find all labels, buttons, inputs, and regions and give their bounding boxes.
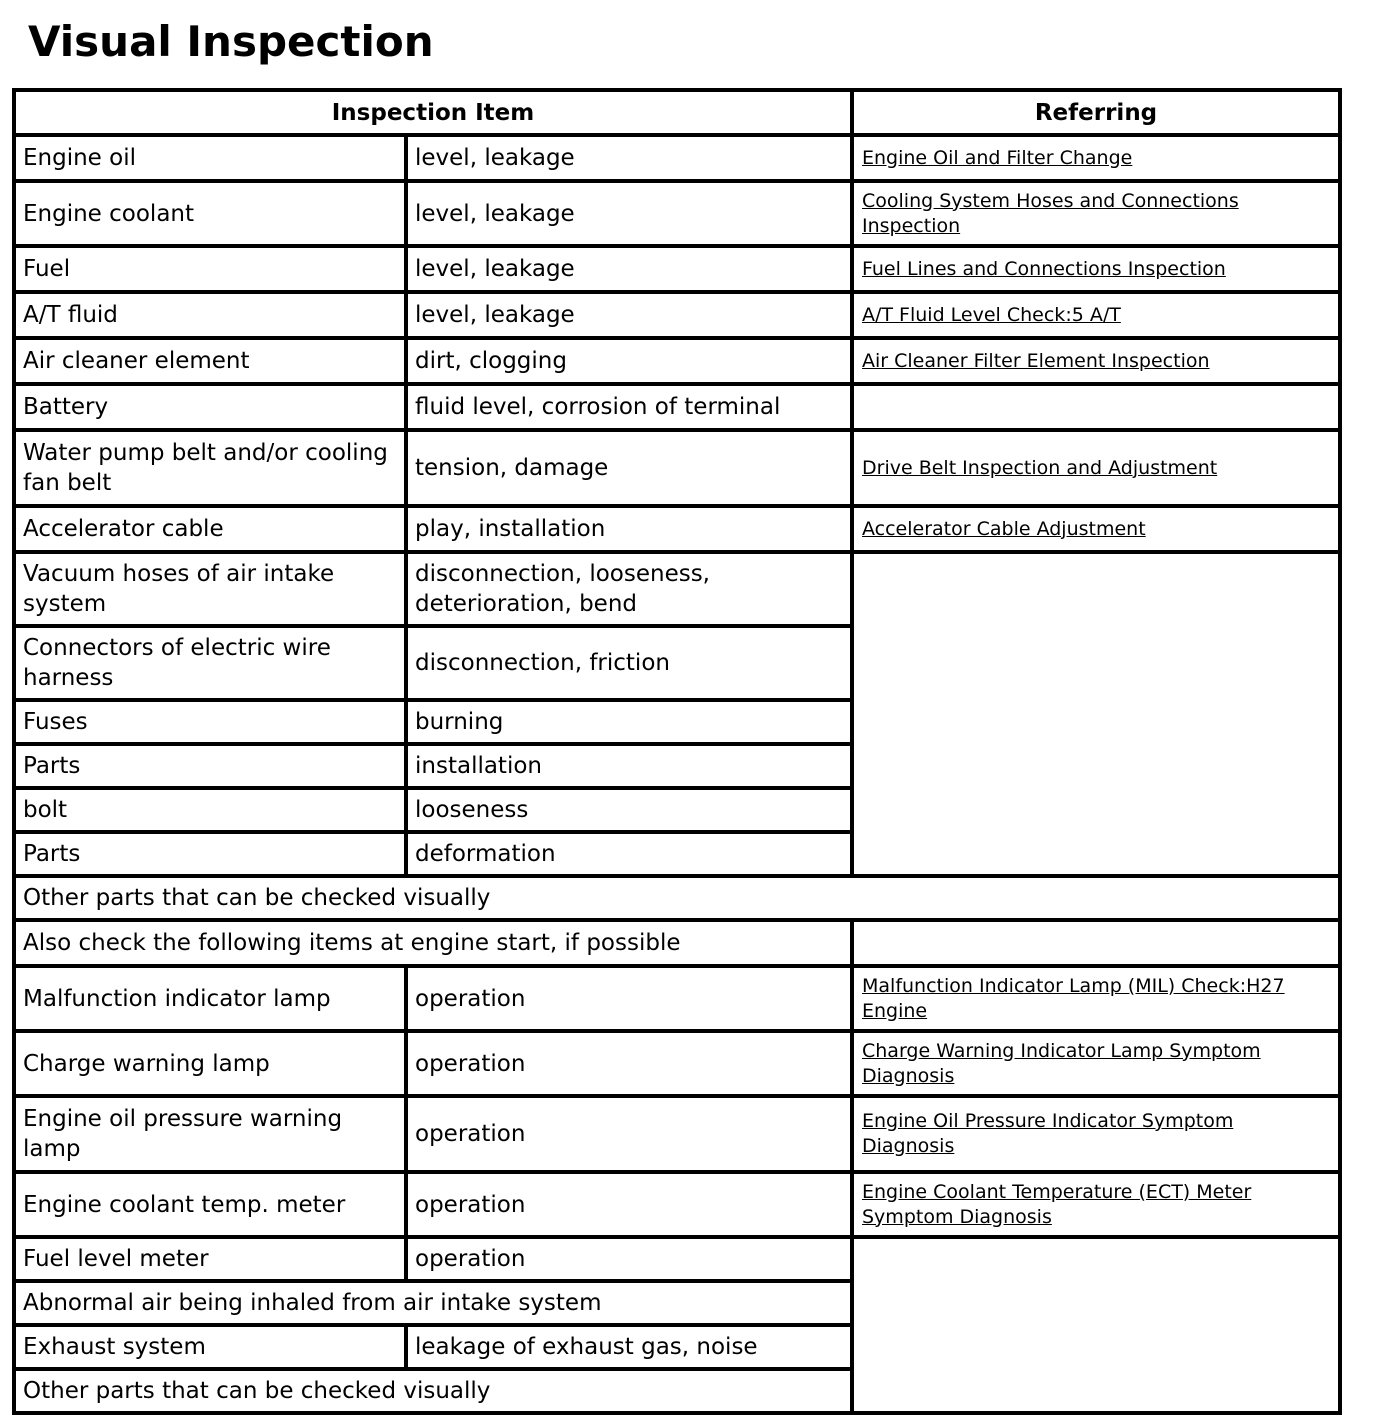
table-row [14, 966, 1340, 1031]
ref-link-mil-check[interactable]: Malfunction Indicator Lamp (MIL) Check:H27 Engine [862, 974, 1285, 1022]
item-cell: Air cleaner element [14, 338, 406, 384]
item-cell: Fuel level meter [14, 1237, 406, 1281]
ref-link-fuel-lines[interactable]: Fuel Lines and Connections Inspection [862, 257, 1226, 280]
check-cell: operation [406, 1096, 852, 1172]
ref-cell-empty [852, 384, 1340, 430]
ref-link-charge-warning-lamp[interactable]: Charge Warning Indicator Lamp Symptom Diagnosis [862, 1039, 1261, 1087]
item-cell: Fuses [14, 700, 406, 744]
other-visual-note: Other parts that can be checked visually [14, 1369, 852, 1413]
check-cell: operation [406, 966, 852, 1031]
check-cell: level, leakage [406, 292, 852, 338]
table-row [14, 876, 1340, 920]
ref-cell [852, 181, 1340, 246]
ref-link-drive-belt[interactable]: Drive Belt Inspection and Adjustment [862, 456, 1218, 479]
check-cell: play, installation [406, 506, 852, 552]
table-row [14, 338, 1340, 384]
check-cell: burning [406, 700, 852, 744]
ref-cell [852, 1096, 1340, 1172]
table-row [14, 430, 1340, 506]
check-cell: level, leakage [406, 246, 852, 292]
item-cell: Charge warning lamp [14, 1031, 406, 1096]
ref-cell-empty [852, 920, 1340, 966]
check-cell: operation [406, 1172, 852, 1237]
table-row [14, 1096, 1340, 1172]
ref-cell [852, 135, 1340, 181]
check-cell: fluid level, corrosion of terminal [406, 384, 852, 430]
ref-cell [852, 1172, 1340, 1237]
engine-start-note: Also check the following items at engine start, if possible [14, 920, 852, 966]
visual-inspection-table [12, 88, 1342, 1415]
item-cell: Parts [14, 832, 406, 876]
table-row [14, 246, 1340, 292]
table-row [14, 292, 1340, 338]
ref-link-oil-pressure-indicator[interactable]: Engine Oil Pressure Indicator Symptom Diagnosis [862, 1110, 1234, 1157]
table-row [14, 1172, 1340, 1237]
table-row [14, 384, 1340, 430]
check-cell: level, leakage [406, 181, 852, 246]
item-cell: Fuel [14, 246, 406, 292]
check-cell: operation [406, 1237, 852, 1281]
check-cell: leakage of exhaust gas, noise [406, 1325, 852, 1369]
item-cell: bolt [14, 788, 406, 832]
check-cell: looseness [406, 788, 852, 832]
table-row [14, 1031, 1340, 1096]
header-row [14, 90, 1340, 135]
item-cell: Battery [14, 384, 406, 430]
table-row [14, 1237, 1340, 1281]
header-referring: Referring [852, 90, 1340, 135]
item-cell: Parts [14, 744, 406, 788]
check-cell: operation [406, 1031, 852, 1096]
check-cell: dirt, clogging [406, 338, 852, 384]
ref-link-accelerator-cable[interactable]: Accelerator Cable Adjustment [862, 517, 1146, 540]
item-cell: Engine coolant [14, 181, 406, 246]
item-cell: Vacuum hoses of air intake system [14, 552, 406, 626]
ref-link-ect-meter[interactable]: Engine Coolant Temperature (ECT) Meter Symptom Diagnosis [862, 1180, 1252, 1228]
page-title: Visual Inspection [28, 17, 434, 66]
check-cell: deformation [406, 832, 852, 876]
item-cell: A/T fluid [14, 292, 406, 338]
check-cell: disconnection, looseness, deterioration, bend [406, 552, 852, 626]
item-cell: Water pump belt and/or cooling fan belt [14, 430, 406, 506]
ref-cell [852, 338, 1340, 384]
ref-cell [852, 246, 1340, 292]
ref-cell-empty [852, 1237, 1340, 1413]
ref-cell [852, 1031, 1340, 1096]
item-cell: Connectors of electric wire harness [14, 626, 406, 700]
table-row [14, 552, 1340, 626]
ref-link-at-fluid-level[interactable]: A/T Fluid Level Check:5 A/T [862, 303, 1121, 326]
check-cell: tension, damage [406, 430, 852, 506]
table-row [14, 920, 1340, 966]
item-cell: Exhaust system [14, 1325, 406, 1369]
ref-cell [852, 292, 1340, 338]
table-row [14, 506, 1340, 552]
table-row [14, 135, 1340, 181]
ref-link-cooling-system-hoses[interactable]: Cooling System Hoses and Connections Inspection [862, 189, 1239, 237]
ref-cell [852, 506, 1340, 552]
other-visual-note: Other parts that can be checked visually [14, 876, 1340, 920]
ref-link-engine-oil-filter-change[interactable]: Engine Oil and Filter Change [862, 146, 1133, 169]
ref-link-air-cleaner-filter[interactable]: Air Cleaner Filter Element Inspection [862, 349, 1210, 372]
check-cell: disconnection, friction [406, 626, 852, 700]
item-cell: Accelerator cable [14, 506, 406, 552]
ref-cell [852, 966, 1340, 1031]
abnormal-air-note: Abnormal air being inhaled from air intake system [14, 1281, 852, 1325]
header-inspection-item: Inspection Item [14, 90, 852, 135]
item-cell: Engine oil [14, 135, 406, 181]
table-row [14, 181, 1340, 246]
ref-cell [852, 430, 1340, 506]
item-cell: Engine oil pressure warning lamp [14, 1096, 406, 1172]
item-cell: Engine coolant temp. meter [14, 1172, 406, 1237]
ref-cell-empty [852, 552, 1340, 876]
item-cell: Malfunction indicator lamp [14, 966, 406, 1031]
check-cell: level, leakage [406, 135, 852, 181]
check-cell: installation [406, 744, 852, 788]
